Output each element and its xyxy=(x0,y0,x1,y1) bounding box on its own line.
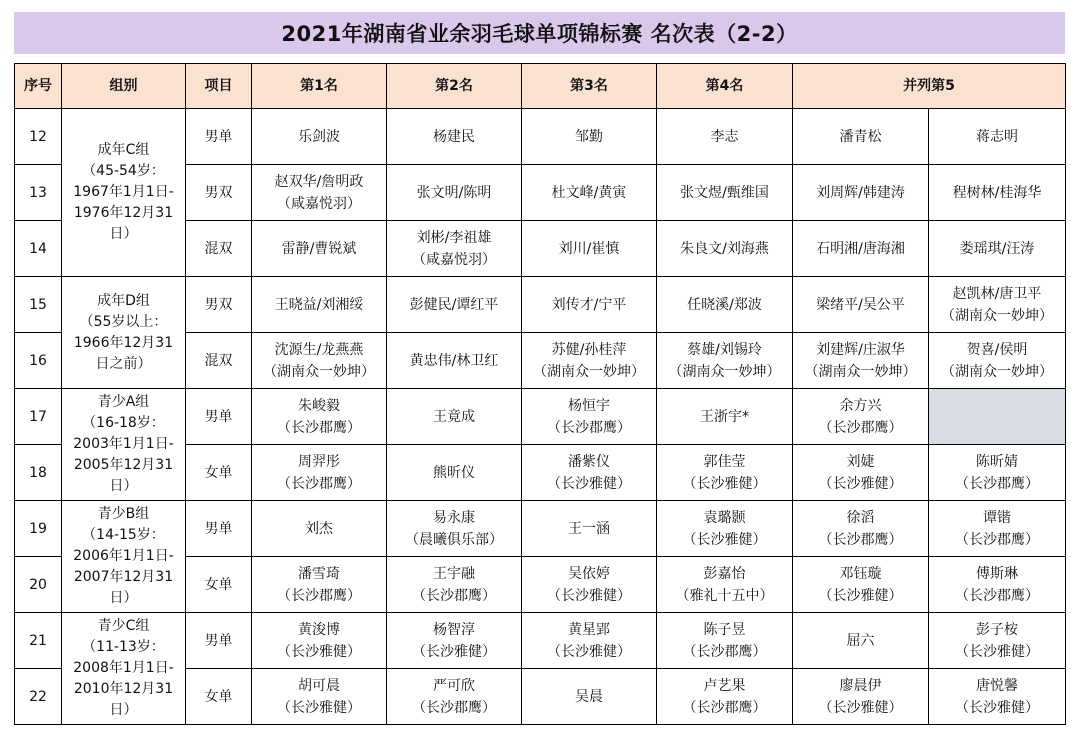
cell-line: （长沙郡鹰） xyxy=(277,587,361,604)
place-cell-p5a xyxy=(793,501,929,557)
table-row xyxy=(15,613,1066,669)
place-cell-p3 xyxy=(522,501,657,557)
cell-line: 邓钰璇 xyxy=(839,565,882,582)
cell-line: 程树林/桂海华 xyxy=(952,184,1042,201)
cell-line: 邹勤 xyxy=(575,128,603,145)
cell-line: 石明湘/唐海湘 xyxy=(816,240,905,257)
row-number: 22 xyxy=(15,669,62,725)
cell-line: （16-18岁： xyxy=(82,415,165,431)
cell-line: 唐悦馨 xyxy=(976,677,1018,694)
place-cell-p1 xyxy=(252,389,387,445)
table-row xyxy=(15,501,1066,557)
place-cell-p2 xyxy=(387,165,522,221)
place-cell-p1 xyxy=(252,501,387,557)
place-cell-p1 xyxy=(252,333,387,389)
event-cell: 男双 xyxy=(186,277,252,333)
cell-line: （长沙雅健） xyxy=(818,587,903,604)
place-cell-p5b xyxy=(929,501,1066,557)
event-cell: 男单 xyxy=(186,613,252,669)
page-title: 2021年湖南省业余羽毛球单项锦标赛 名次表（2-2） xyxy=(14,12,1065,54)
cell-line: 2006年1月1日- xyxy=(73,548,174,564)
cell-line: （长沙郡鹰） xyxy=(547,419,631,436)
cell-line: （长沙雅健） xyxy=(682,475,767,492)
cell-line: 张文煜/甄维国 xyxy=(680,184,769,201)
place-cell-p3 xyxy=(522,221,657,277)
place-cell-p2 xyxy=(387,557,522,613)
row-number: 16 xyxy=(15,333,62,389)
table-row xyxy=(15,277,1066,333)
place-cell-p4 xyxy=(657,613,793,669)
cell-line: （咸嘉悦羽） xyxy=(412,251,496,268)
cell-line: 苏健/孙桂萍 xyxy=(551,341,627,358)
cell-line: 王竟成 xyxy=(433,408,475,425)
place-cell-p2 xyxy=(387,277,522,333)
header-no: 序号 xyxy=(15,64,62,109)
place-cell-p3 xyxy=(522,109,657,165)
cell-line: 王一涵 xyxy=(568,520,610,537)
cell-line: 杨建民 xyxy=(433,128,475,145)
cell-line: 王宇融 xyxy=(433,565,475,582)
group-cell xyxy=(62,277,186,389)
place-cell-p5a xyxy=(793,613,929,669)
cell-line: 余方兴 xyxy=(839,397,882,414)
cell-line: 黄星郢 xyxy=(568,621,610,638)
cell-line: 王浙宇* xyxy=(700,408,749,425)
place-cell-p4 xyxy=(657,333,793,389)
cell-line: （长沙郡鹰） xyxy=(277,419,361,436)
place-cell-p5b xyxy=(929,109,1066,165)
event-cell: 男单 xyxy=(186,389,252,445)
row-number: 15 xyxy=(15,277,62,333)
header-place-3: 第3名 xyxy=(522,64,657,109)
cell-line: （55岁以上： xyxy=(79,313,168,330)
place-cell-p2 xyxy=(387,389,522,445)
cell-line: 陈昕婧 xyxy=(976,453,1018,470)
place-cell-p4 xyxy=(657,445,793,501)
place-cell-p5b xyxy=(929,333,1066,389)
cell-line: （晨曦俱乐部） xyxy=(405,531,503,548)
row-number: 21 xyxy=(15,613,62,669)
cell-line: 周羿彤 xyxy=(298,453,340,470)
group-cell xyxy=(62,501,186,613)
place-cell-p3 xyxy=(522,389,657,445)
event-cell: 女单 xyxy=(186,557,252,613)
cell-line: 吴依婷 xyxy=(568,565,610,582)
cell-line: 卢艺果 xyxy=(703,677,746,694)
place-cell-p4 xyxy=(657,277,793,333)
place-cell-p5a xyxy=(793,669,929,725)
cell-line: 李志 xyxy=(710,128,739,145)
cell-line: （雅礼十五中） xyxy=(675,587,774,604)
cell-line: （长沙郡鹰） xyxy=(412,587,496,604)
group-cell xyxy=(62,389,186,501)
place-cell-p4 xyxy=(657,221,793,277)
place-cell-p4 xyxy=(657,109,793,165)
cell-line: 成年C组 xyxy=(97,142,150,158)
place-cell-p5b xyxy=(929,613,1066,669)
cell-line: （湖南众一妙坤） xyxy=(668,363,781,380)
table-row xyxy=(15,109,1066,165)
cell-line: （长沙郡鹰） xyxy=(682,643,767,660)
cell-line: 青少C组 xyxy=(97,618,150,634)
cell-line: （长沙郡鹰） xyxy=(277,475,361,492)
cell-line: （长沙雅健） xyxy=(277,699,361,716)
cell-line: 沈源生/龙燕燕 xyxy=(274,341,364,358)
cell-line: 郭佳莹 xyxy=(703,453,746,470)
header-event: 项目 xyxy=(186,64,252,109)
event-cell: 女单 xyxy=(186,445,252,501)
place-cell-p3 xyxy=(522,333,657,389)
cell-line: 严可欣 xyxy=(433,677,475,694)
cell-line: 青少B组 xyxy=(97,506,150,522)
group-cell xyxy=(62,613,186,725)
cell-line: （长沙雅健） xyxy=(547,587,631,604)
place-cell-p1 xyxy=(252,221,387,277)
cell-line: 彭嘉怡 xyxy=(703,565,746,582)
cell-line: （长沙郡鹰） xyxy=(818,419,903,436)
place-cell-p4 xyxy=(657,557,793,613)
cell-line: 贺喜/侯明 xyxy=(966,341,1028,358)
cell-line: 成年D组 xyxy=(97,292,150,309)
event-cell: 男双 xyxy=(186,165,252,221)
event-cell: 混双 xyxy=(186,333,252,389)
cell-line: 任晓溪/郑波 xyxy=(687,296,762,313)
cell-line: 蔡雄/刘锡玲 xyxy=(687,341,762,358)
cell-line: 杨恒宇 xyxy=(568,397,610,414)
cell-line: （14-15岁： xyxy=(82,527,165,543)
cell-line: （湖南众一妙坤） xyxy=(804,363,917,380)
cell-line: （45-54岁： xyxy=(82,163,165,179)
place-cell-p5a xyxy=(793,221,929,277)
place-cell-p4 xyxy=(657,389,793,445)
cell-line: 谭锴 xyxy=(983,509,1011,526)
header-place-4: 第4名 xyxy=(657,64,793,109)
place-cell-p2 xyxy=(387,333,522,389)
cell-line: 2010年12月31 xyxy=(73,681,174,697)
place-cell-p1 xyxy=(252,613,387,669)
cell-line: 朱良文/刘海燕 xyxy=(680,240,769,257)
place-cell-p2 xyxy=(387,501,522,557)
cell-line: 日之前） xyxy=(95,355,152,372)
cell-line: （咸嘉悦羽） xyxy=(277,195,361,212)
cell-line: （11-13岁： xyxy=(82,639,165,655)
cell-line: （长沙郡鹰） xyxy=(955,587,1039,604)
cell-line: （长沙雅健） xyxy=(547,643,631,660)
cell-line: 日） xyxy=(109,478,138,494)
place-cell-p5b xyxy=(929,165,1066,221)
place-cell-p5b xyxy=(929,557,1066,613)
cell-line: 2007年12月31 xyxy=(73,569,174,585)
cell-line: 1966年12月31 xyxy=(73,334,174,351)
place-cell-p1 xyxy=(252,557,387,613)
cell-line: （长沙雅健） xyxy=(682,531,767,548)
cell-line: 彭健民/谭红平 xyxy=(409,296,499,313)
cell-line: 朱峻毅 xyxy=(298,397,340,414)
place-cell-p5a xyxy=(793,389,929,445)
cell-line: 刘传才/宁平 xyxy=(551,296,627,313)
row-number: 13 xyxy=(15,165,62,221)
cell-line: 日） xyxy=(109,702,138,718)
cell-line: 娄瑶琪/汪涛 xyxy=(959,240,1035,257)
cell-line: 潘雪琦 xyxy=(298,565,340,582)
place-cell-p5a xyxy=(793,445,929,501)
cell-line: （长沙郡鹰） xyxy=(955,531,1039,548)
event-cell: 男单 xyxy=(186,501,252,557)
row-number: 19 xyxy=(15,501,62,557)
cell-line: 潘青松 xyxy=(839,128,882,145)
row-number: 17 xyxy=(15,389,62,445)
place-cell-p4 xyxy=(657,501,793,557)
place-cell-p3 xyxy=(522,669,657,725)
cell-line: 刘建辉/庄淑华 xyxy=(816,341,905,358)
place-cell-p5b xyxy=(929,445,1066,501)
cell-line: 傅斯琳 xyxy=(976,565,1018,582)
place-cell-p5b xyxy=(929,277,1066,333)
place-cell-p1 xyxy=(252,109,387,165)
cell-line: 梁绪平/吴公平 xyxy=(816,296,905,313)
cell-line: 潘紫仪 xyxy=(568,453,610,470)
row-number: 20 xyxy=(15,557,62,613)
cell-line: （长沙雅健） xyxy=(818,699,903,716)
cell-line: （长沙雅健） xyxy=(955,699,1039,716)
cell-line: 刘彬/李祖雄 xyxy=(416,229,492,246)
header-place-1: 第1名 xyxy=(252,64,387,109)
cell-line: （长沙雅健） xyxy=(547,475,631,492)
cell-line: 吴晨 xyxy=(575,688,603,705)
row-number: 14 xyxy=(15,221,62,277)
cell-line: 陈子昱 xyxy=(703,621,746,638)
place-cell-p3 xyxy=(522,165,657,221)
place-cell-p3 xyxy=(522,277,657,333)
cell-line: 熊昕仪 xyxy=(433,464,475,481)
cell-line: 雷静/曹锐斌 xyxy=(281,240,357,257)
place-cell-p4 xyxy=(657,669,793,725)
event-cell: 男单 xyxy=(186,109,252,165)
cell-line: 刘周辉/韩建涛 xyxy=(816,184,905,201)
cell-line: 黄忠伟/林卫红 xyxy=(409,352,499,369)
cell-line: 赵双华/詹明政 xyxy=(274,173,364,190)
place-cell-p5b xyxy=(929,221,1066,277)
cell-line: （长沙郡鹰） xyxy=(412,699,496,716)
cell-line: 刘川/崔慎 xyxy=(558,240,620,257)
header-place-5: 并列第5 xyxy=(793,64,1066,109)
place-cell-p5a xyxy=(793,109,929,165)
header-place-2: 第2名 xyxy=(387,64,522,109)
place-cell-p3 xyxy=(522,445,657,501)
event-cell: 混双 xyxy=(186,221,252,277)
cell-line: 2005年12月31 xyxy=(73,457,174,473)
cell-line: （湖南众一妙坤） xyxy=(941,307,1053,324)
cell-line: 王晓益/刘湘绥 xyxy=(274,296,364,313)
empty-cell xyxy=(929,389,1066,445)
header-group: 组别 xyxy=(62,64,186,109)
cell-line: 2003年1月1日- xyxy=(73,436,174,452)
row-number: 12 xyxy=(15,109,62,165)
cell-line: 蒋志明 xyxy=(976,128,1018,145)
cell-line: 刘杰 xyxy=(305,520,333,537)
place-cell-p5a xyxy=(793,277,929,333)
cell-line: （长沙郡鹰） xyxy=(955,475,1039,492)
table-row xyxy=(15,389,1066,445)
cell-line: 杨智淳 xyxy=(433,621,475,638)
place-cell-p3 xyxy=(522,557,657,613)
cell-line: 屈六 xyxy=(846,632,875,649)
cell-line: 张文明/陈明 xyxy=(416,184,492,201)
event-cell: 女单 xyxy=(186,669,252,725)
table-header-row xyxy=(15,64,1066,109)
place-cell-p5a xyxy=(793,333,929,389)
cell-line: 赵凯林/唐卫平 xyxy=(952,285,1042,302)
cell-line: 乐剑波 xyxy=(298,128,340,145)
place-cell-p5b xyxy=(929,669,1066,725)
cell-line: 刘婕 xyxy=(846,453,875,470)
cell-line: （长沙雅健） xyxy=(818,475,903,492)
cell-line: 彭子桉 xyxy=(976,621,1018,638)
cell-line: 易永康 xyxy=(433,509,475,526)
cell-line: 日） xyxy=(109,590,138,606)
cell-line: 徐滔 xyxy=(846,509,875,526)
cell-line: 1967年1月1日- xyxy=(73,184,174,200)
ranking-table xyxy=(14,63,1066,725)
place-cell-p3 xyxy=(522,613,657,669)
cell-line: （湖南众一妙坤） xyxy=(263,363,375,380)
place-cell-p1 xyxy=(252,277,387,333)
place-cell-p2 xyxy=(387,445,522,501)
place-cell-p2 xyxy=(387,613,522,669)
table-body xyxy=(15,109,1066,725)
place-cell-p1 xyxy=(252,669,387,725)
cell-line: （长沙雅健） xyxy=(955,643,1039,660)
cell-line: （湖南众一妙坤） xyxy=(941,363,1053,380)
group-cell xyxy=(62,109,186,277)
cell-line: 1976年12月31 xyxy=(73,205,174,221)
cell-line: （湖南众一妙坤） xyxy=(533,363,645,380)
cell-line: 廖晨伊 xyxy=(839,677,882,694)
place-cell-p1 xyxy=(252,165,387,221)
place-cell-p2 xyxy=(387,221,522,277)
cell-line: （长沙郡鹰） xyxy=(818,531,903,548)
cell-line: （长沙郡鹰） xyxy=(682,699,767,716)
cell-line: 黄浚博 xyxy=(298,621,340,638)
place-cell-p2 xyxy=(387,109,522,165)
cell-line: 袁璐颢 xyxy=(703,509,746,526)
cell-line: 日） xyxy=(109,226,138,242)
cell-line: （长沙雅健） xyxy=(277,643,361,660)
row-number: 18 xyxy=(15,445,62,501)
cell-line: 2008年1月1日- xyxy=(73,660,174,676)
place-cell-p2 xyxy=(387,669,522,725)
place-cell-p4 xyxy=(657,165,793,221)
cell-line: （长沙雅健） xyxy=(412,643,496,660)
cell-line: 青少A组 xyxy=(97,394,150,410)
place-cell-p1 xyxy=(252,445,387,501)
place-cell-p5a xyxy=(793,165,929,221)
cell-line: 杜文峰/黄寅 xyxy=(551,184,627,201)
place-cell-p5a xyxy=(793,557,929,613)
cell-line: 胡可晨 xyxy=(298,677,340,694)
